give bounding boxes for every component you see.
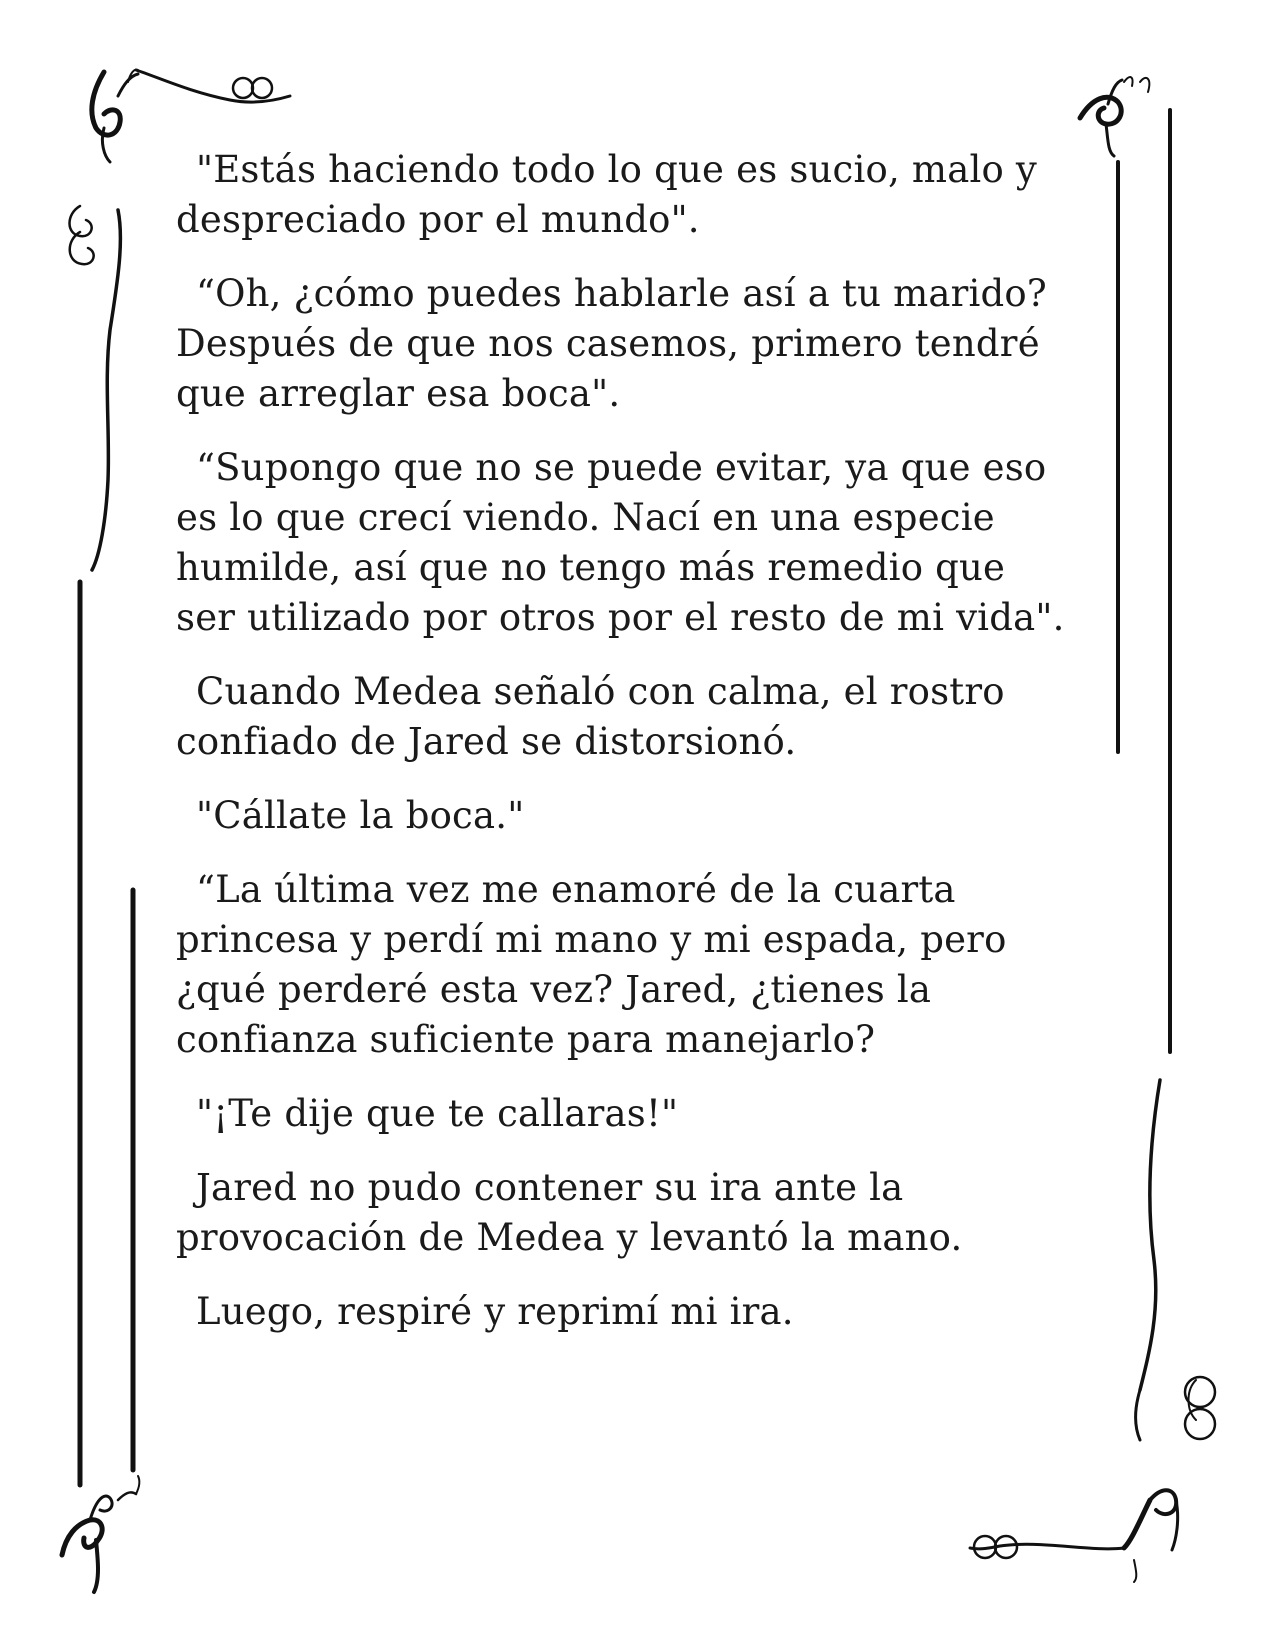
text-line: princesa y perdí mi mano y mi espada, pero [176, 918, 1007, 961]
text-line: despreciado por el mundo". [176, 198, 700, 241]
text-line: "Cállate la boca." [196, 794, 525, 837]
text-line: es lo que crecí viendo. Nací en una especie [176, 496, 995, 539]
text-line: Cuando Medea señaló con calma, el rostro [196, 670, 1005, 713]
text-line: confianza suficiente para manejarlo? [176, 1018, 876, 1061]
text-line: Jared no pudo contener su ira ante la [196, 1166, 904, 1209]
text-line: que arreglar esa boca". [176, 372, 621, 415]
paragraph [176, 1287, 1076, 1337]
paragraph [176, 1089, 1076, 1139]
paragraph [176, 443, 1076, 643]
paragraph [176, 145, 1076, 245]
text-line: ser utilizado por otros por el resto de mi vida". [176, 596, 1065, 639]
text-line: Luego, respiré y reprimí mi ira. [196, 1290, 794, 1333]
paragraph [176, 865, 1076, 1065]
paragraph [176, 791, 1076, 841]
paragraph [176, 1163, 1076, 1263]
text-line: humilde, así que no tengo más remedio que [176, 546, 1006, 589]
top-right-flourish-icon [1080, 77, 1149, 156]
text-line: “La última vez me enamoré de la cuarta [196, 868, 956, 911]
text-line: "¡Te dije que te callaras!" [196, 1092, 679, 1135]
text-line: Después de que nos casemos, primero tendré [176, 322, 1040, 365]
text-line: confiado de Jared se distorsionó. [176, 720, 797, 763]
paragraph [176, 269, 1076, 419]
story-text [176, 145, 1076, 1361]
text-line: provocación de Medea y levantó la mano. [176, 1216, 963, 1259]
text-line: “Supongo que no se puede evitar, ya que eso [196, 446, 1047, 489]
bottom-left-flourish-icon [62, 1476, 139, 1592]
paragraph [176, 667, 1076, 767]
text-line: “Oh, ¿cómo puedes hablarle así a tu marido? [196, 272, 1047, 315]
text-line: "Estás haciendo todo lo que es sucio, malo y [196, 148, 1038, 191]
text-line: ¿qué perderé esta vez? Jared, ¿tienes la [176, 968, 932, 1011]
